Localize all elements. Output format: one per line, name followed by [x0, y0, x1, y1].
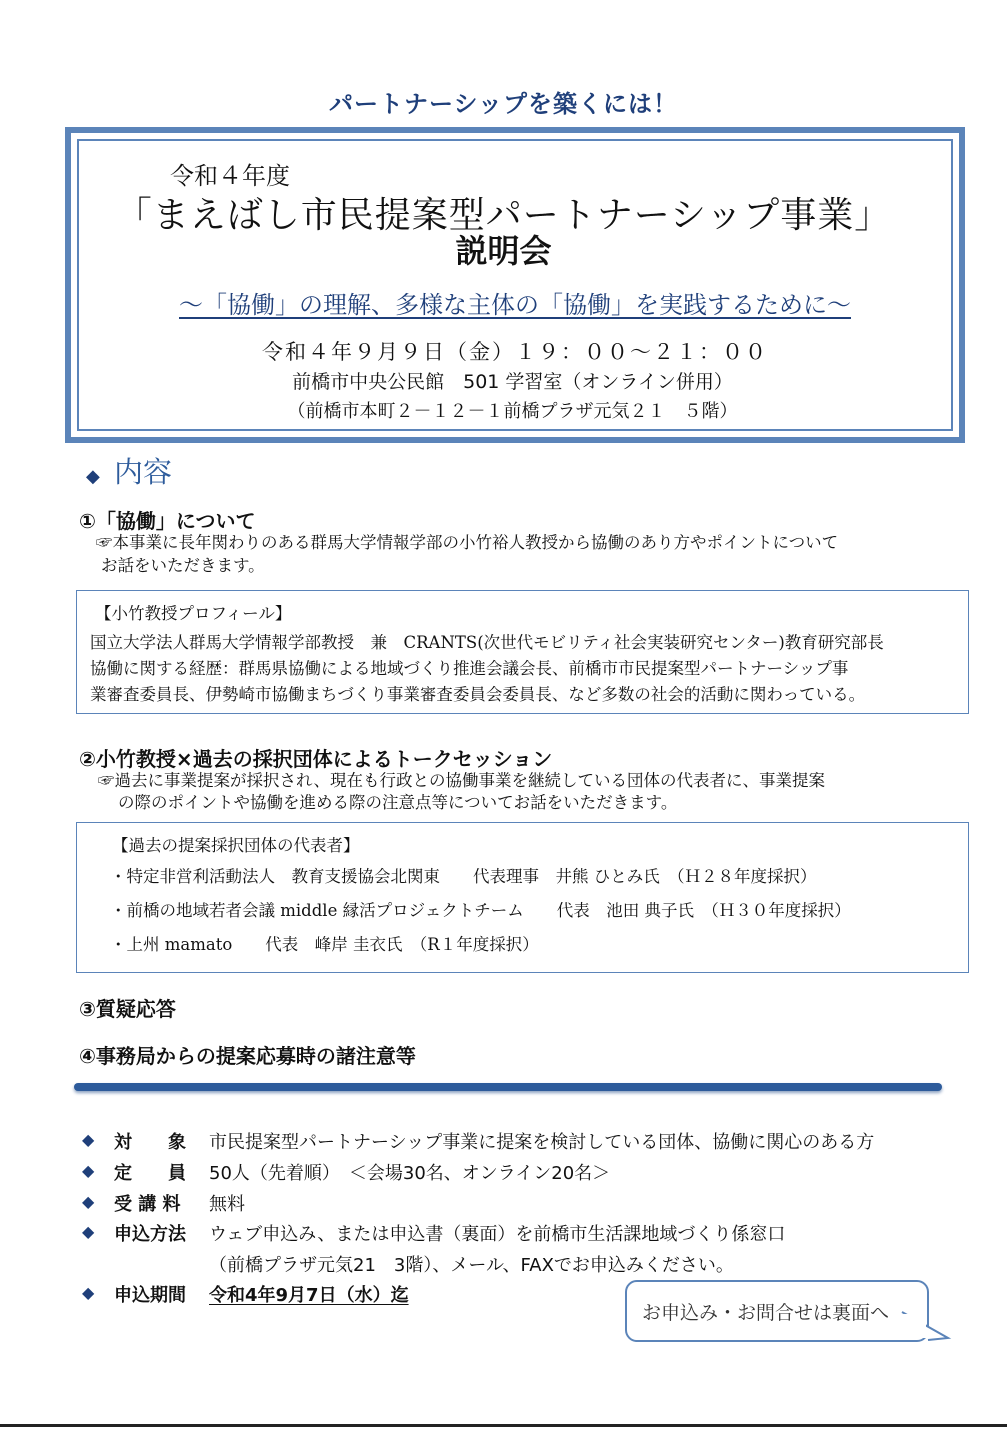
representative-line: ・前橋の地域若者会議 middle 縁活プロジェクトチーム 代表 池田 典子氏 （Ｈ３０年度採択） [110, 901, 851, 920]
title-year: 令和４年度 [170, 162, 290, 190]
representatives-box-title: 【過去の提案採択団体の代表者】 [112, 836, 360, 855]
info-value-method: ウェブ申込み、または申込書（裏面）を前橋市生活課地域づくり係窓口 [209, 1224, 786, 1245]
representative-line: ・上州 mamato 代表 峰岸 圭衣氏 （R１年度採択） [110, 935, 539, 954]
section4-heading: ④事務局からの提案応募時の諸注意等 [79, 1044, 416, 1068]
section1-heading: ①「協働」について [79, 509, 256, 533]
section2-desc-line1: ☞過去に事業提案が採択され、現在も行政との協働事業を継続している団体の代表者に、事業提案 [98, 771, 825, 790]
info-value-capacity: 50人（先着順） ＜会場30名、オンライン20名＞ [209, 1163, 611, 1184]
diamond-icon: ◆ [86, 466, 100, 487]
diamond-icon: ◆ [82, 1283, 95, 1302]
diamond-icon: ◆ [82, 1161, 95, 1180]
section3-heading: ③質疑応答 [79, 997, 176, 1021]
profile-line: 国立大学法人群馬大学情報学部教授 兼 CRANTS(次世代モビリティ社会実装研究センター)教育研究部長 [90, 633, 884, 652]
section2-desc-line2: の際のポイントや協働を進める際の注意点等についてお話をいただきます。 [118, 793, 678, 812]
bottom-border [0, 1424, 1007, 1427]
info-value-target: 市民提案型パートナーシップ事業に提案を検討している団体、協働に関心のある方 [209, 1132, 875, 1153]
tagline: パートナーシップを築くには！ [328, 90, 679, 118]
info-value-period: 令和4年9月7日（水）迄 [209, 1285, 409, 1306]
page-title: 「まえばし市民提案型パートナーシップ事業」 [115, 195, 892, 236]
contact-bubble-text: お申込み・お問合せは裏面へ [642, 1302, 890, 1324]
diamond-icon: ◆ [82, 1222, 95, 1241]
representative-line: ・特定非営利活動法人 教育支援協会北関東 代表理事 井熊 ひとみ氏 （Ｈ２８年度採択） [110, 867, 817, 886]
section1-desc-line2: お話をいただきます。 [101, 556, 265, 575]
event-address: （前橋市本町２－１２－１前橋プラザ元気２１ ５階） [287, 401, 738, 422]
info-key-method: 申込方法 [114, 1224, 186, 1245]
profile-line: 業審査委員長、伊勢崎市協働まちづくり事業審査委員会委員長、など多数の社会的活動に関わっている。 [90, 685, 866, 704]
section2-heading: ②小竹教授×過去の採択団体によるトークセッション [79, 747, 553, 771]
bubble-tail [900, 1300, 952, 1342]
event-date: 令和４年９月９日（金）１９：００～２１：００ [262, 340, 768, 364]
section1-desc-line1: ☞本事業に長年関わりのある群馬大学情報学部の小竹裕人教授から協働のあり方やポイントについて [96, 533, 839, 552]
divider [74, 1083, 942, 1091]
diamond-icon: ◆ [82, 1192, 95, 1211]
info-key-capacity: 定 員 [114, 1163, 186, 1184]
info-key-fee: 受 講 料 [114, 1194, 181, 1215]
info-value-method-line2: （前橋プラザ元気21 3階）、メール、FAXでお申込みください。 [209, 1255, 734, 1276]
diamond-icon: ◆ [82, 1130, 95, 1149]
contents-heading: 内容 [114, 455, 173, 489]
event-venue: 前橋市中央公民館 501 学習室（オンライン併用） [292, 371, 733, 393]
profile-box-title: 【小竹教授プロフィール】 [95, 604, 292, 623]
title-subtitle: ～「協働」の理解、多様な主体の「協働」を実践するために～ [179, 291, 851, 319]
profile-line: 協働に関する経歴：群馬県協働による地域づくり推進会議会長、前橋市市民提案型パートナーシップ事 [90, 659, 849, 678]
info-key-target: 対 象 [114, 1132, 186, 1153]
info-key-period: 申込期間 [114, 1285, 186, 1306]
title-sub: 説明会 [455, 232, 552, 270]
info-value-fee: 無料 [209, 1194, 245, 1215]
